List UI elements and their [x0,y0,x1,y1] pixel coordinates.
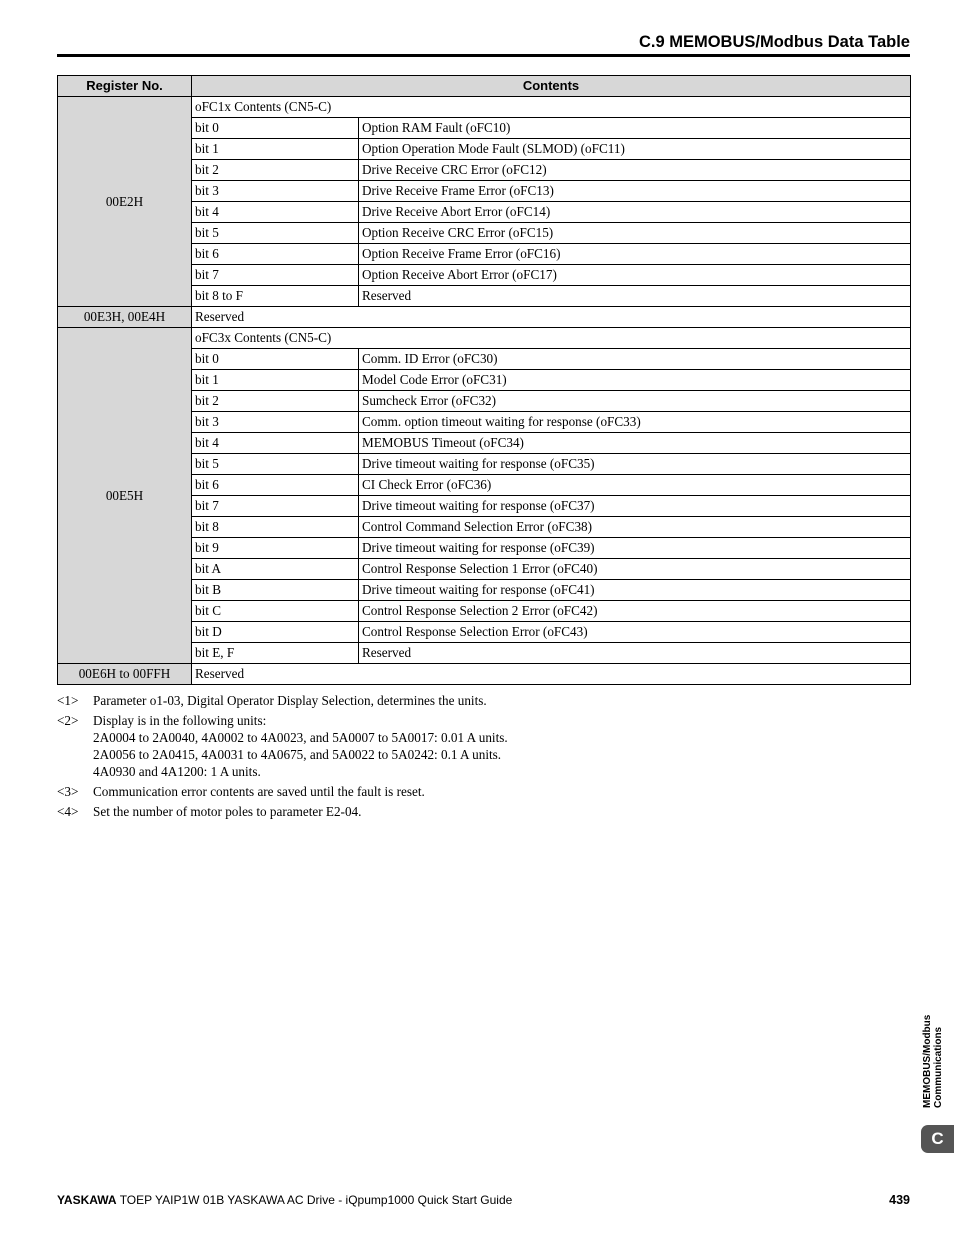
table-row [58,97,911,118]
bit-description: Drive Receive Abort Error (oFC14) [359,202,911,223]
bit-description: Option Receive CRC Error (oFC15) [359,223,911,244]
bit-description: Sumcheck Error (oFC32) [359,391,911,412]
footnote-number: <3> [57,784,79,799]
bit-description: CI Check Error (oFC36) [359,475,911,496]
table-header-row [58,76,911,97]
footnotes [57,692,917,823]
bit-label: bit 4 [192,433,359,454]
bit-label: bit 3 [192,181,359,202]
footnote-line: 4A0930 and 4A1200: 1 A units. [93,764,261,779]
table-row [58,328,911,349]
bit-description: Comm. ID Error (oFC30) [359,349,911,370]
footnote [57,692,917,709]
footnote-text [93,692,487,709]
footer-doc-info [57,1193,512,1207]
bit-description: Drive Receive CRC Error (oFC12) [359,160,911,181]
register-number: 00E3H, 00E4H [58,307,192,328]
bit-label: bit 6 [192,244,359,265]
bit-description: Drive timeout waiting for response (oFC39) [359,538,911,559]
footnote-line: Communication error contents are saved until the fault is reset. [93,784,425,799]
footnote-number: <2> [57,713,79,728]
col-header-register: Register No. [58,76,192,97]
section-title: C.9 MEMOBUS/Modbus Data Table [638,33,910,51]
bit-label: bit C [192,601,359,622]
bit-description: Option Receive Frame Error (oFC16) [359,244,911,265]
table-row [58,664,911,685]
bit-label: bit 1 [192,370,359,391]
bit-label: bit 7 [192,496,359,517]
footnote-line: Display is in the following units: [93,713,267,728]
footnote-text [93,712,508,780]
register-group-title: oFC3x Contents (CN5-C) [192,328,911,349]
side-tab-label: MEMOBUS/Modbus Communications [922,1014,944,1108]
chapter-tab: C [921,1125,954,1153]
bit-label: bit 0 [192,349,359,370]
bit-description: Control Response Selection Error (oFC43) [359,622,911,643]
bit-description: Option Receive Abort Error (oFC17) [359,265,911,286]
bit-description: Drive Receive Frame Error (oFC13) [359,181,911,202]
footnote-line: Set the number of motor poles to parameter E2-04. [93,804,362,819]
header-rule [57,54,910,57]
bit-label: bit E, F [192,643,359,664]
bit-label: bit 5 [192,454,359,475]
bit-description: Drive timeout waiting for response (oFC35) [359,454,911,475]
bit-label: bit 4 [192,202,359,223]
bit-label: bit 8 [192,517,359,538]
bit-description: Option Operation Mode Fault (SLMOD) (oFC11) [359,139,911,160]
bit-description: MEMOBUS Timeout (oFC34) [359,433,911,454]
footer-brand: YASKAWA [57,1193,117,1207]
col-header-contents: Contents [192,76,911,97]
bit-label: bit 8 to F [192,286,359,307]
footnote-line: 2A0056 to 2A0415, 4A0031 to 4A0675, and 5A0022 to 5A0242: 0.1 A units. [93,747,502,762]
bit-description: Control Response Selection 1 Error (oFC40) [359,559,911,580]
register-number: 00E5H [58,328,192,664]
footnote [57,783,917,800]
bit-label: bit B [192,580,359,601]
footnote-text [93,803,361,820]
bit-label: bit D [192,622,359,643]
footnote [57,712,917,780]
register-number: 00E6H to 00FFH [58,664,192,685]
bit-description: Model Code Error (oFC31) [359,370,911,391]
register-group-title: oFC1x Contents (CN5-C) [192,97,911,118]
bit-label: bit 2 [192,391,359,412]
bit-label: bit 5 [192,223,359,244]
bit-label: bit 2 [192,160,359,181]
footer-doc-title: TOEP YAIP1W 01B YASKAWA AC Drive - iQpump1000 Quick Start Guide [116,1193,513,1207]
page-number: 439 [889,1193,910,1207]
bit-label: bit 3 [192,412,359,433]
register-table [57,75,911,685]
footnote-number: <4> [57,804,79,819]
bit-description: Drive timeout waiting for response (oFC37) [359,496,911,517]
bit-description: Control Command Selection Error (oFC38) [359,517,911,538]
bit-description: Reserved [359,643,911,664]
register-contents: Reserved [192,307,911,328]
footnote-text [93,783,425,800]
footnote-line: Parameter o1-03, Digital Operator Display Selection, determines the units. [93,693,487,708]
register-number: 00E2H [58,97,192,307]
bit-label: bit 6 [192,475,359,496]
bit-label: bit A [192,559,359,580]
table-row [58,307,911,328]
footnote-number: <1> [57,693,79,708]
bit-label: bit 1 [192,139,359,160]
bit-description: Option RAM Fault (oFC10) [359,118,911,139]
bit-label: bit 9 [192,538,359,559]
footnote [57,803,917,820]
bit-description: Control Response Selection 2 Error (oFC42) [359,601,911,622]
bit-description: Drive timeout waiting for response (oFC41) [359,580,911,601]
bit-description: Reserved [359,286,911,307]
footnote-line: 2A0004 to 2A0040, 4A0002 to 4A0023, and 5A0007 to 5A0017: 0.01 A units. [93,730,508,745]
register-contents: Reserved [192,664,911,685]
bit-label: bit 7 [192,265,359,286]
bit-label: bit 0 [192,118,359,139]
bit-description: Comm. option timeout waiting for response (oFC33) [359,412,911,433]
